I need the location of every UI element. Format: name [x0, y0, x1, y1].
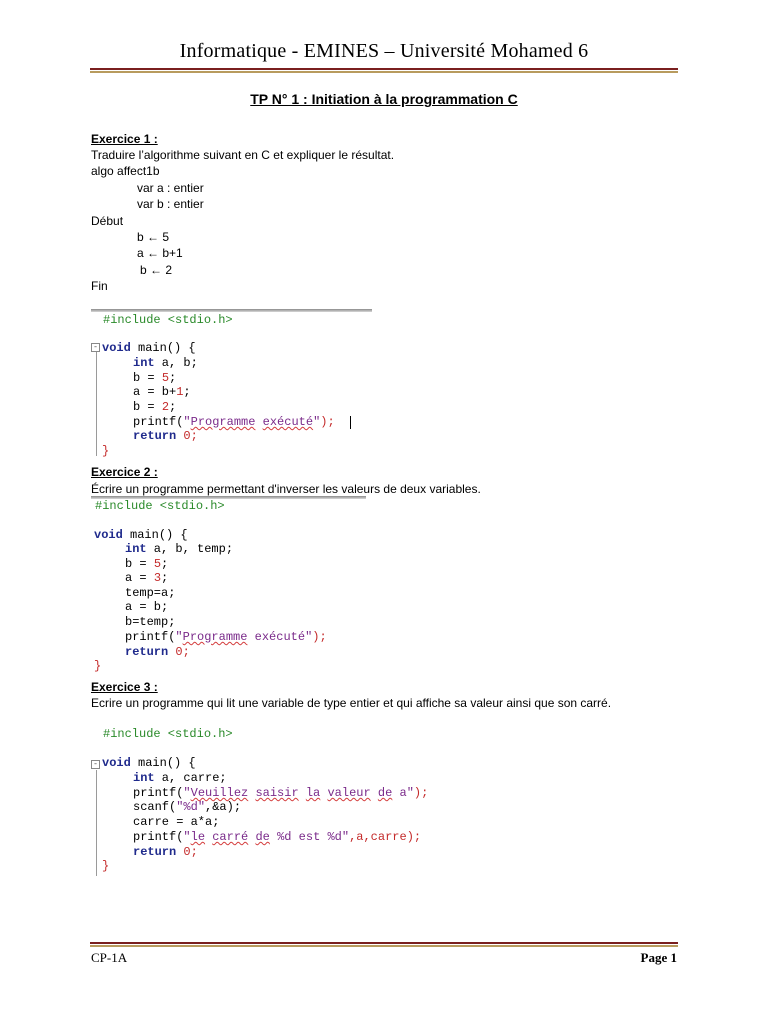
code-line [133, 385, 191, 400]
code-text: printf( [125, 630, 176, 644]
string-word: de [255, 830, 270, 844]
algo-line: b ← 5 [137, 230, 170, 244]
code-text: printf( [133, 786, 184, 800]
code-line [102, 341, 196, 356]
code-line: a = b; [125, 600, 169, 614]
code-text: ; [169, 371, 177, 385]
code-text: a = [125, 571, 154, 585]
code-line: b=temp; [125, 615, 176, 629]
code-line: carre = a*a; [133, 815, 220, 829]
string-quote: " [313, 415, 321, 429]
code-text: b = [133, 400, 162, 414]
keyword: return [125, 645, 169, 659]
string-word: saisir [255, 786, 299, 800]
code-text: ); [320, 415, 335, 429]
code-line [133, 371, 176, 386]
code-text: main() { [122, 528, 188, 542]
exercise-2-heading: Exercice 2 : [91, 465, 158, 479]
code-line: #include <stdio.h> [103, 727, 233, 741]
header-rule-dark [90, 68, 678, 70]
code-text: a, b, temp; [146, 542, 234, 556]
footer-course-code: CP-1A [91, 950, 128, 965]
number-literal: 3 [153, 571, 162, 585]
algo-line: Fin [91, 279, 108, 293]
code-line: #include <stdio.h> [103, 313, 233, 327]
code-line [133, 400, 176, 415]
footer-page-number: Page 1 [640, 950, 677, 965]
number-literal: 5 [153, 557, 162, 571]
code-line [133, 845, 198, 860]
string-word: Programme [182, 630, 248, 644]
code-line [133, 415, 335, 430]
keyword: return [133, 429, 177, 443]
string-quote: " [305, 630, 313, 644]
number-literal: 5 [161, 371, 170, 385]
exercise-3-instruction: Ecrire un programme qui lit une variable de type entier et qui affiche sa valeur ainsi que son carré. [91, 696, 612, 710]
exercise-1-heading: Exercice 1 : [91, 132, 158, 146]
code-line: } [102, 859, 110, 873]
code-text: a, b; [154, 356, 198, 370]
code-line [125, 645, 190, 660]
code-text: ; [182, 645, 190, 659]
code-line [125, 557, 168, 572]
code-line [133, 356, 198, 371]
string-quote: " [183, 786, 191, 800]
fold-toggle-icon: - [91, 343, 100, 352]
exercise-1-instruction: Traduire l’algorithme suivant en C et expliquer le résultat. [91, 148, 395, 162]
string-literal: "%d" [176, 800, 206, 814]
code-text: ; [161, 571, 169, 585]
string-word: Programme [190, 415, 256, 429]
exercise-3-heading: Exercice 3 : [91, 680, 158, 694]
code-text: b = [125, 557, 154, 571]
string-quote: " [175, 630, 183, 644]
code-text: main() { [130, 756, 196, 770]
code-text: a, carre; [154, 771, 227, 785]
string-word: %d est %d [277, 830, 342, 844]
string-quote: " [341, 830, 350, 844]
code-gutter-line [96, 770, 97, 876]
number-literal: 0 [183, 429, 191, 443]
string-word: exécuté [254, 630, 306, 644]
code-text: printf( [133, 830, 184, 844]
keyword: void [102, 341, 131, 355]
code-line [94, 528, 188, 543]
keyword: int [125, 542, 147, 556]
code-line [102, 756, 196, 771]
keyword: void [102, 756, 131, 770]
string-literal [183, 415, 320, 429]
string-space [247, 630, 254, 644]
code-text: scanf( [133, 800, 177, 814]
code-line: #include <stdio.h> [95, 499, 225, 513]
code-text: a = b+ [133, 385, 177, 399]
algo-line: var a : entier [137, 181, 204, 195]
code-line [133, 429, 198, 444]
string-quote: " [183, 830, 191, 844]
text-caret [350, 416, 351, 429]
footer-rule-dark [90, 942, 678, 944]
code-text: ; [190, 429, 198, 443]
code-line [133, 830, 421, 845]
code-line: temp=a; [125, 586, 176, 600]
string-word: carré [212, 830, 249, 844]
code-text: ,&a); [205, 800, 242, 814]
string-word: Veuillez [190, 786, 249, 800]
header-rule-gold [90, 71, 678, 73]
code-text: ; [161, 557, 169, 571]
page-header-title: Informatique - EMINES – Université Mohamed 6 [179, 40, 589, 62]
code-text: printf( [133, 415, 184, 429]
string-word: valeur [327, 786, 371, 800]
code-line: } [94, 659, 102, 673]
algo-line: a ← b+1 [137, 246, 183, 260]
code-text: ); [413, 786, 429, 800]
number-literal: 2 [161, 400, 170, 414]
number-literal: 1 [176, 385, 184, 399]
document-title: TP N° 1 : Initiation à la programmation C [250, 91, 518, 107]
keyword: int [133, 771, 155, 785]
number-literal: 0 [175, 645, 183, 659]
code-text: ); [312, 630, 327, 644]
string-quote: " [406, 786, 414, 800]
string-literal [175, 630, 312, 644]
string-word: a [399, 786, 407, 800]
code-gutter-line [96, 352, 97, 456]
algo-line: var b : entier [137, 197, 204, 211]
footer-rule-gold [90, 945, 678, 947]
string-word: le [190, 830, 206, 844]
code-screenshot-1-top-edge [91, 309, 372, 312]
code-text: ; [169, 400, 177, 414]
exercise-2-instruction: Écrire un programme permettant d'inverser les valeurs de deux variables. [91, 482, 481, 496]
code-line [125, 542, 233, 557]
string-quote: " [183, 415, 191, 429]
code-text: main() { [130, 341, 196, 355]
code-line [133, 800, 241, 815]
algo-line: b ← 2 [140, 263, 173, 277]
code-text: ,a,carre); [349, 830, 422, 844]
code-line [125, 630, 327, 645]
algo-line: Début [91, 214, 124, 228]
code-line [133, 771, 227, 786]
code-text: b = [133, 371, 162, 385]
keyword: void [94, 528, 123, 542]
string-literal [183, 830, 349, 844]
number-literal: 0 [183, 845, 191, 859]
string-word: la [305, 786, 321, 800]
code-line [133, 786, 428, 801]
code-line [125, 571, 168, 586]
code-line: } [102, 444, 110, 458]
string-space [255, 415, 262, 429]
code-text: ; [183, 385, 191, 399]
string-word: exécuté [262, 415, 314, 429]
keyword: return [133, 845, 177, 859]
string-literal [183, 786, 413, 800]
fold-toggle-icon: - [91, 760, 100, 769]
algo-line: algo affect1b [91, 164, 160, 178]
code-text: ; [190, 845, 198, 859]
keyword: int [133, 356, 155, 370]
string-word: de [377, 786, 393, 800]
